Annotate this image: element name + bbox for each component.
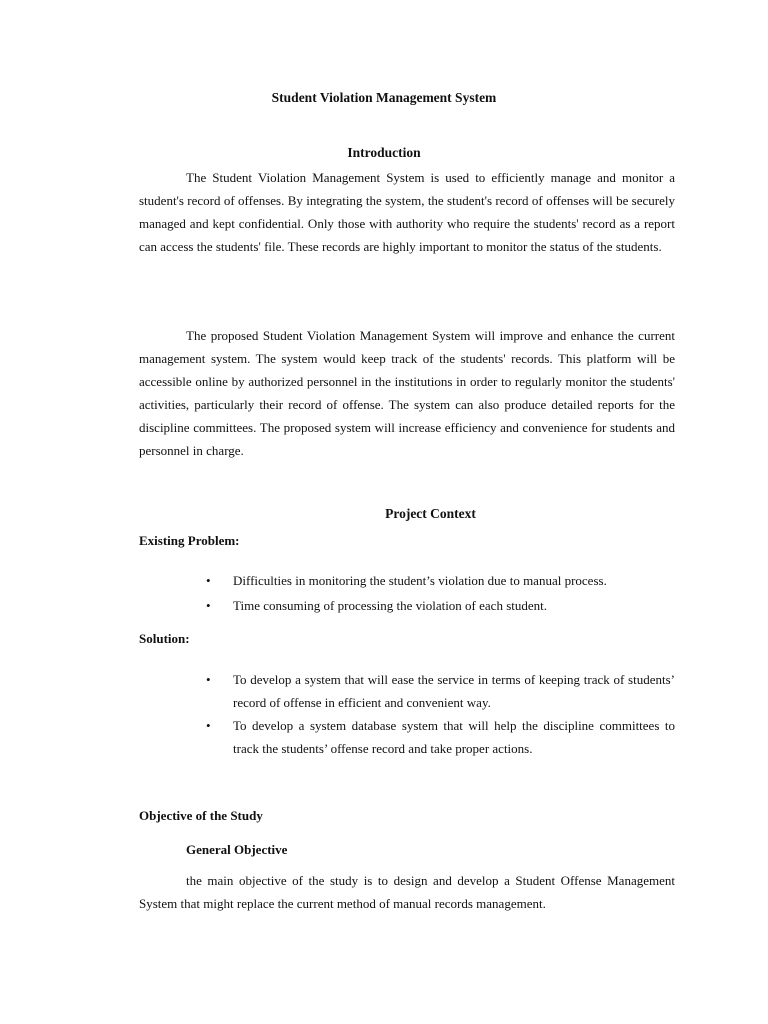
general-objective-heading: General Objective [186,842,288,857]
bullet-icon: • [206,718,211,733]
general-objective-text: the main objective of the study is to design and develop a Student Offense Management System that might replace the current method of manual records management. [139,873,675,911]
introduction-paragraph-1: The Student Violation Management System is used to efficiently manage and monitor a student's record of offenses. By integrating the system, the student's record of offenses will be securely managed and kept confidential. Only those with authority who require the students' record as a report can access the students' file. These records are highly important to monitor the status of the students. [139,170,675,254]
existing-problem-list [206,569,675,617]
list-item [206,668,675,714]
bullet-icon: • [206,573,211,588]
objective-heading: Objective of the Study [139,808,263,823]
bullet-icon: • [206,672,211,687]
list-item [206,594,675,617]
list-item [206,714,675,760]
list-item-text: To develop a system database system that will help the discipline committees to track the students’ offense record and take proper actions. [233,718,675,756]
introduction-paragraph-2: The proposed Student Violation Management System will improve and enhance the current management system. The system would keep track of the students' records. This platform will be accessible online by authorized personnel in the institutions in order to regularly monitor the students' activities, particularly their record of offense. The system can also produce detailed reports for the discipline committees. The proposed system will increase efficiency and convenience for students and personnel in charge. [139,328,675,458]
introduction-heading: Introduction [347,145,421,160]
document-title: Student Violation Management System [271,90,497,105]
list-item-text: To develop a system that will ease the service in terms of keeping track of students’ record of offense in efficient and convenient way. [233,672,675,710]
bullet-icon: • [206,598,211,613]
solution-label: Solution: [139,631,190,646]
project-context-heading: Project Context [385,506,476,521]
list-item-text: Time consuming of processing the violation of each student. [233,598,547,613]
solution-list [206,668,675,760]
list-item [206,569,675,592]
existing-problem-label: Existing Problem: [139,533,240,548]
list-item-text: Difficulties in monitoring the student’s violation due to manual process. [233,573,607,588]
